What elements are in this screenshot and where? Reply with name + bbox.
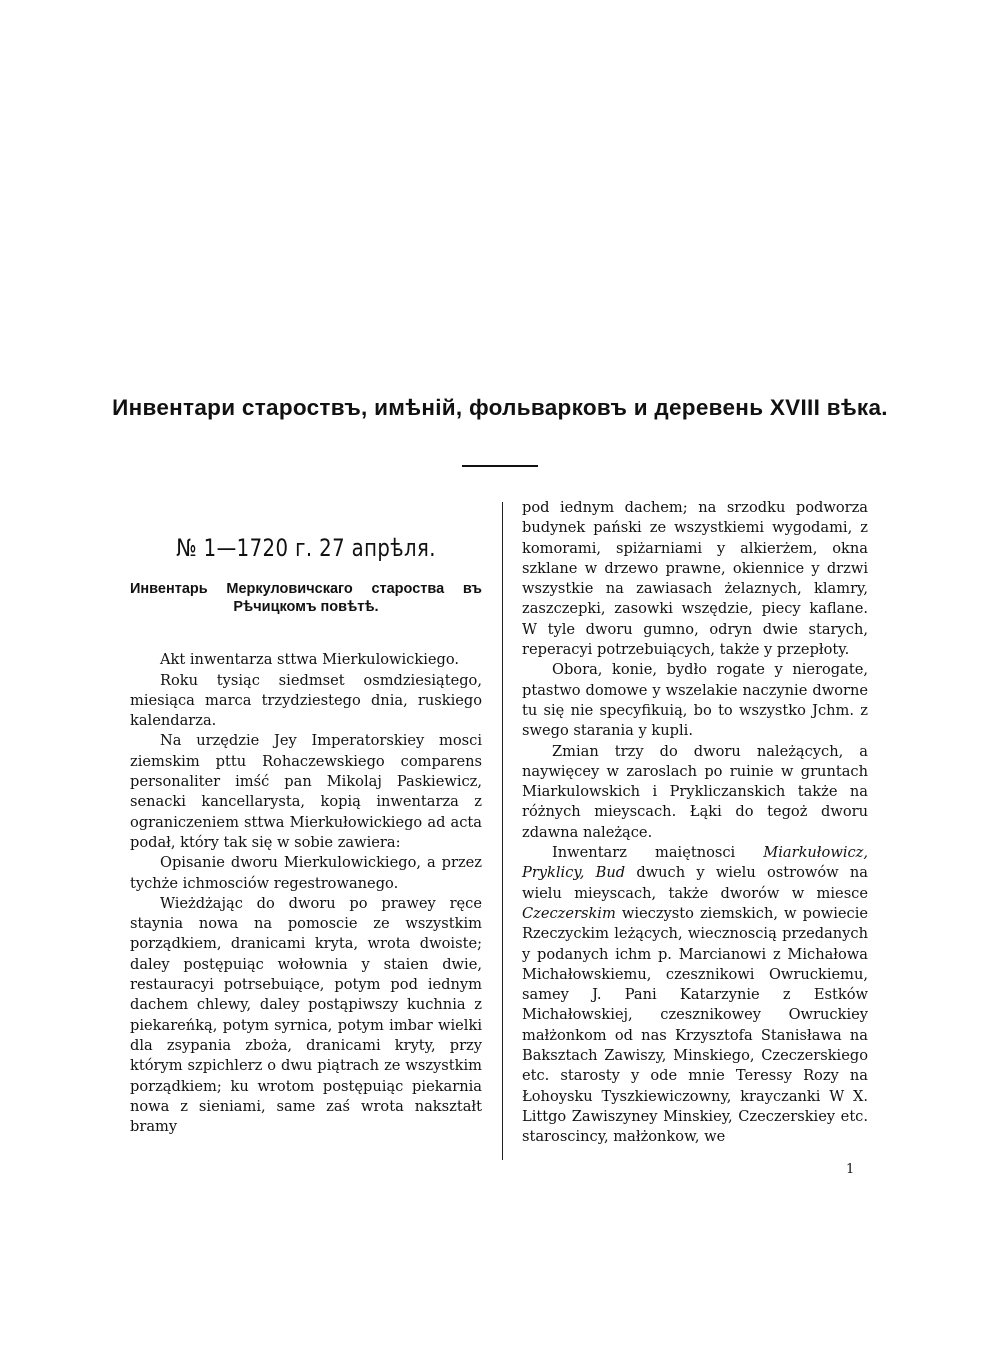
right-column [522, 498, 868, 1148]
place-name: Bud [595, 864, 626, 882]
paragraph: Roku tysiąc siedmset osmdziesiątego, miesiąca marca trzydziestego dnia, ruskiego kalendarza. [130, 671, 482, 730]
paragraph: Na urzędzie Jey Imperatorskiey mosci ziemskim pttu Rohaczewskiego comparens personaliter imść pan Mikolaj Paskiewicz, senacki kancellarysta, kopią inwentarza z ograniczeniem sttwa Mierkułowickiego ad acta podał, który tak się w sobie zawiera: [130, 732, 482, 851]
text-run: dwuch y wielu ostrowów na wielu mieyscach, także dworów w miesce [522, 864, 868, 902]
column-divider [502, 502, 503, 1160]
paragraph: Zmian trzy do dworu należących, a naywięcey w zaroslach po ruinie w gruntach Miarkulowskich i Prykliczanskich także na różnych mieyscach. Łąki do tegoż dworu zdawna należące. [522, 742, 868, 841]
document-number: № 1—1720 г. 27 апрѣля. [176, 534, 436, 562]
document-subtitle [130, 580, 482, 616]
paragraph: Opisanie dworu Mierkulowickiego, a przez tychże ichmosciów regestrowanego. [130, 854, 482, 892]
text-run: Inwentarz maiętnosci [552, 844, 736, 862]
place-name: Miarkułowicz, [763, 844, 868, 862]
place-name: Pryklicy, [522, 864, 585, 882]
paragraph: Obora, konie, bydło rogate y nierogate, ptastwo domowe y wszelakie naczynie dworne tu się nie specyfikuią, bo to wszystko Jchm. z swego starania y kupli. [522, 661, 868, 740]
paragraph: Wieżdżając do dworu po prawey ręce staynia nowa na pomoscie ze wszystkim porządkiem, dranicami kryta, wrota dwoiste; daley postępuiąc wołownia y staien dwie, restauracyi potrsebuiące, potym pod iednym dachem chlewy, daley postąpiwszy kuchnia z piekareńką, potym syrnica, potym imbar wielki dla zsypania zboża, dranicami kryty, przy którym szpichlerz o dwu piątrach ze wszystkim porządkiem; ku wrotom postępuiąc piekarnia nowa z sieniami, same zaś wrota nakształt bramy [130, 894, 482, 1136]
document-subtitle-line-1: Инвентарь Меркуловичскаго староства въ [130, 581, 482, 598]
left-column [130, 498, 482, 1137]
page-number: 1 [846, 1162, 855, 1177]
place-name: Czeczerskim [522, 904, 616, 922]
document-subtitle-line-2: Рѣчицкомъ повѣтѣ. [233, 599, 379, 616]
paragraph: Akt inwentarza sttwa Mierkulowickiego. [160, 651, 460, 669]
page-title: Инвентари староствъ, имѣній, фольварковъ и деревень XVIII вѣка. [112, 395, 888, 420]
title-divider [462, 465, 538, 467]
text-run: wieczysto ziemskich, w powiecie Rzeczyckim leżących, wiecznoscią przedanych y podanych ichm p. Marcianowi z Michałowa Michałowskiemu, czesznikowi Owruckiemu, samey J. Pani Katarzynie z Estków Michałowskiej, czesznikowey Owruckiey małżonkom od nas Krzysztofa Stanisława na Baksztach Zawiszy, Minskiego, Czeczerskiego etc. starosty y ode mnie Teressy Rozy na Łohoysku Tyszkiewiczowny, krayczanki W X. Littgo Zawiszyney Minskiey, Czeczerskiey etc. staroscincy, małżonkow, we [522, 904, 868, 1146]
paragraph: pod iednym dachem; na srzodku podworza budynek pański ze wszystkiemi wygodami, z komorami, spiżarniami y alkierżem, okna szklane w drzewo prawne, okiennice y drzwi wszystkie na zawiasach żelaznych, klamry, zaszczepki, zasowki wszędzie, piecy kaflane. W tyle dworu gumno, odryn dwie starych, reperacyi potrzebuiących, także y przepłoty. [522, 499, 868, 659]
paragraph-inventory [522, 843, 868, 1147]
